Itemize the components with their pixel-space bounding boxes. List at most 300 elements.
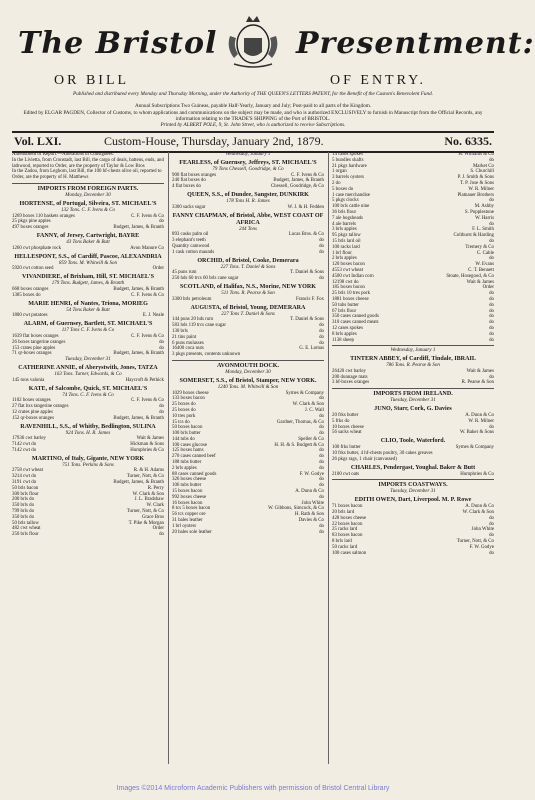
consignee: W. Gibbons, Simcock, & Co <box>268 506 324 512</box>
paragraph: In the Zadou, from Leghorn, last Bill, the 100 hf-chests olive oil, reported to Order, are the property of H. Matthews <box>12 169 162 181</box>
cargo-item: 5 bundles shafts <box>332 157 364 163</box>
subheading: 511 Tons. R. Pearse & Son <box>221 290 275 296</box>
cargo-item: 10 boxes cheese <box>332 424 364 430</box>
cargo-item: 350 cases canned goods <box>332 314 379 320</box>
cargo-item: 5 boxes do <box>332 186 354 192</box>
issue-number: No. 6335. <box>444 134 492 148</box>
consignee: do <box>489 325 494 331</box>
cargo-item: 144 puns 20 hds rum <box>172 317 214 323</box>
cargo-item: 1029 boxes cheese <box>172 390 209 396</box>
cargo-item: 3191 cwt do <box>12 480 37 486</box>
section-heading: SOMERSET, S.S., of Bristol, Stamper, NEW YORK. <box>179 377 317 384</box>
consignee: Avon Manure Co <box>130 245 164 251</box>
section-rule <box>332 345 494 346</box>
consignee: Lucas Bros. & Co <box>288 232 324 238</box>
consignee: do <box>319 477 324 483</box>
masthead <box>0 0 535 128</box>
consignee: do <box>489 256 494 262</box>
consignee: Order <box>482 285 494 291</box>
consignee: do <box>489 515 494 521</box>
section-heading: ALARM, of Guernsey, Bartlett, ST. MICHAEL'S <box>23 321 153 328</box>
cargo-item: 10 frks butter, 4 hf-chests poultry, 30 cakes greaves <box>332 451 433 457</box>
consignee: C. Cable <box>476 250 494 256</box>
cargo-item: 1269 boxes 110 baskets oranges <box>12 213 75 219</box>
cargo-item: 106 tubs butter <box>172 483 202 489</box>
consignee: Chessell, Goodridge, & Co <box>270 184 324 190</box>
section-heading: QUEEN, S.S., of Dundee, Sangster, DUNKIRK <box>187 191 309 198</box>
cargo-item: 50 tubs butter <box>332 302 359 308</box>
section-heading: MARIE HENRI, of Nantes, Triona, MORIEG <box>28 300 148 307</box>
subheading: 179 Tons. Budgett, James, & Branth <box>51 281 125 287</box>
cargo-item: 893 casks palm oil <box>172 232 209 238</box>
consignee: C. F. Ivens & Co <box>130 213 164 219</box>
consignee: Stoate, Hosegood, & Co <box>446 273 494 279</box>
consignee: T. Daniel & Sons <box>290 317 324 323</box>
consignee: Turner, Nott, & Co <box>456 539 494 545</box>
subheading: Wednesday, January 1 <box>225 152 271 157</box>
section-heading: IMPORTS FROM FOREIGN PARTS. <box>37 185 139 192</box>
cargo-item: 25 racks lard <box>332 527 358 533</box>
cargo-item: 100 cases salmon <box>332 550 367 556</box>
cargo-row <box>12 225 164 231</box>
cargo-item: 45 puns rum <box>172 270 197 276</box>
consignee: do <box>489 198 494 204</box>
consignee: F. W. Godye <box>469 544 494 550</box>
cargo-item: 200 dunnage mats <box>332 374 368 380</box>
cargo-item: 4 flat boxes do <box>172 184 201 190</box>
consignee: do <box>159 404 164 410</box>
consignee: C. F. Ivens & Co <box>130 292 164 298</box>
consignee: W. R. Milner <box>468 418 494 424</box>
printer-line: Printed by ALBERT POLE, 9, St. John Street, who is authorized to receive Subscriptions. <box>160 122 346 128</box>
cargo-item: 26 pkgs rags, 1 chair (canvassed) <box>332 456 397 462</box>
cargo-item: 7 ale hogsheads <box>332 215 363 221</box>
section-heading: KATE, of Salcombe, Quick, ST. MICHAEL'S <box>28 385 148 392</box>
cargo-item: 71 qr-boxes oranges <box>12 351 52 357</box>
section-rule <box>332 479 494 480</box>
section-heading: AVONMOUTH DOCK. <box>216 362 280 369</box>
cargo-item: 310 cases canned meats <box>332 320 379 326</box>
subheading: 74 Tons. C. F. Ivens & Co <box>62 392 114 398</box>
consignee: Budgett, James, & Branth <box>273 178 324 184</box>
cargo-item: 3 pkgs presents, contents unknown <box>172 352 241 358</box>
cargo-item: 668 boxes oranges <box>12 286 49 292</box>
volume-number: Vol. LXI. <box>14 134 62 148</box>
cargo-item: 67 brls flour <box>332 308 357 314</box>
cargo-item: 120 boxes bacon <box>332 262 365 268</box>
cargo-item: 350 brls do <box>12 503 35 509</box>
cargo-row <box>332 472 494 478</box>
cargo-row <box>12 378 164 384</box>
cargo-item: 133 boxes bacon <box>172 396 205 402</box>
consignee: Platnauer Brothers <box>457 192 494 198</box>
subheading: 859 Tons. M. Whitwill & Son <box>58 260 118 266</box>
section-heading: EDITH OWEN, Dart, Liverpool. M. P. Rowe <box>354 497 472 504</box>
cargo-row <box>12 293 164 299</box>
cargo-item: 12 crates pine apples <box>12 409 53 415</box>
cargo-item: 2758 cwt wheat <box>12 468 43 474</box>
cargo-item: 100 cases glucose <box>172 442 208 448</box>
consignee: R. Perry <box>147 485 164 491</box>
cargo-item: 10 tres pork <box>172 413 196 419</box>
cargo-item: 1800 cwt potatoes <box>12 313 48 319</box>
cargo-item: 1639 flat boxes oranges <box>12 333 59 339</box>
cargo-row <box>12 266 164 272</box>
consignee: do <box>489 337 494 343</box>
cargo-item: 1138 sheep <box>332 337 354 343</box>
cargo-item: 100 racks lard <box>332 244 360 250</box>
issue-bar <box>12 131 494 153</box>
cargo-item: 21 tins paint <box>172 334 197 340</box>
consignee: do <box>489 521 494 527</box>
cargo-row <box>172 205 324 211</box>
consignee: W. Clark & Son <box>132 491 164 497</box>
cargo-item: 250 brls flour <box>12 532 39 538</box>
consignee: H. Rath & Son <box>294 512 324 518</box>
consignee: do <box>489 320 494 326</box>
consignee: do <box>319 483 324 489</box>
subtitle-left: OR BILL <box>54 73 130 88</box>
cargo-item: 95 pkgs tallow <box>332 233 361 239</box>
cargo-item: 4553 cwt wheat <box>332 267 363 273</box>
consignee: do <box>319 243 324 249</box>
cargo-item: Quantity camwood <box>172 243 210 249</box>
consignee: C. F. Ivens & Co <box>130 398 164 404</box>
cargo-item: 7142 cwt do <box>12 447 37 453</box>
cargo-item: 900 flat boxes oranges <box>172 172 217 178</box>
consignee: Turner, Nott, & Co <box>126 474 164 480</box>
cargo-item: 1 case merchandise <box>332 192 371 198</box>
cargo-row <box>12 416 164 422</box>
cargo-item: 583 hds 119 trcs cane sugar <box>172 323 227 329</box>
cargo-item: 25 boxes do <box>172 407 196 413</box>
consignee: do <box>159 532 164 538</box>
cargo-item: 50 brls bacon <box>12 485 39 491</box>
cargo-item: 497 boxes oranges <box>12 225 49 231</box>
cargo-item: 1881 boxes cheese <box>332 296 369 302</box>
consignee: Budgett, James, & Branth <box>113 286 164 292</box>
consignee: John White <box>471 527 494 533</box>
cargo-item: 3 brls apples <box>332 227 357 233</box>
section-heading: SCOTLAND, of Halifax, N.S., Morine, NEW YORK <box>179 283 317 290</box>
cargo-item: 100 brls cattle nine <box>332 204 370 210</box>
cargo-item: 3 barrels oysters <box>332 175 365 181</box>
section-heading: VIVANDIERE, of Brixham, Hill, ST. MICHAEL'S <box>22 274 154 281</box>
consignee: Budgett, James, & Branth <box>113 351 164 357</box>
consignee: E. J. Neale <box>142 313 164 319</box>
consignee: do <box>319 249 324 255</box>
section-heading: FANNY CHAPMAN, of Bristol, Abbe, WEST COAST OF AFRICA <box>172 212 324 226</box>
consignee: do <box>319 340 324 346</box>
royal-crest-icon <box>222 8 284 70</box>
consignee: Market Co <box>472 163 494 169</box>
subheading: 1240 Tons. M. Whitwill & Son <box>217 384 279 390</box>
consignee: do <box>489 314 494 320</box>
cargo-item: 25 pkgs pine apples <box>12 219 51 225</box>
cargo-item: 799 brls do <box>12 509 35 515</box>
consignee: Wait & James <box>136 436 164 442</box>
consignee: C. T. Bennett <box>468 267 494 273</box>
issue-date: Custom-House, Thursday, January 2nd, 1879. <box>104 134 324 148</box>
cargo-item: 2 brls apples <box>172 465 197 471</box>
subheading: 227 Tons T. Daniel & Sons <box>221 311 275 317</box>
consignee: Davies & Co <box>298 518 324 524</box>
consignee: do <box>489 533 494 539</box>
consignee: Budgett, James, & Branth <box>113 415 164 421</box>
subheading: 751 Tons. Perkins & Sons <box>62 462 114 468</box>
section-heading: HELLESPONT, S.S., of Cardiff, Pascoe, ALEXANDRIA <box>14 253 162 260</box>
consignee: A. Dunn & Co <box>465 413 494 419</box>
cargo-item: 56 sacks wheat <box>332 430 362 436</box>
consignee: T. P. Jose & Sons <box>460 180 494 186</box>
consignee: do <box>319 523 324 529</box>
copyright-footer: Images ©2014 Microform Academic Publishers with permission of Bristol Central Library <box>116 785 390 792</box>
consignee: Order <box>152 266 164 272</box>
consignee: Speller & Co <box>298 436 324 442</box>
cargo-item: 3214 cwt do <box>12 474 37 480</box>
cargo-row <box>172 276 324 282</box>
cargo-item: 12 cases spokes <box>332 325 363 331</box>
cargo-item: 20 bales sole leather <box>172 529 212 535</box>
consignee: do <box>489 296 494 302</box>
consignee: F. L. Smith <box>472 227 494 233</box>
cargo-item: 26 boxes tangerine oranges <box>12 339 66 345</box>
consignee: Gardner, Thomas, & Co <box>276 419 324 425</box>
cargo-item: 12198 cwt do <box>332 279 359 285</box>
cargo-row <box>332 338 494 344</box>
section-heading: CATHERINE ANNIE, of Aberystwith, Jones, TATZA <box>18 364 158 371</box>
publish-line: Published and distributed every Monday and Thursday Morning, under the Authority of THE QUEEN'S LETTERS PATENT, for the Benefit of the Custom's Benevolent Fund. <box>73 91 433 97</box>
subheading: Monday, December 30 <box>65 192 111 198</box>
column-3 <box>332 152 494 764</box>
consignee: G. E. Lomas <box>299 346 324 352</box>
subheading: 244 Tons <box>238 226 258 232</box>
section-heading: IMPORTS COASTWAYS. <box>378 482 448 489</box>
consignee: do <box>319 431 324 437</box>
cargo-item: 31 bales leather <box>172 518 203 524</box>
cargo-item: 5 frks do <box>332 418 350 424</box>
section-heading: AUGUSTA, of Bristol, Young, DEMERARA <box>190 304 306 311</box>
subheading: Wednesday, January 1 <box>390 348 436 354</box>
consignee: Humphries & Co <box>460 471 494 477</box>
column-divider <box>168 152 169 764</box>
section-heading: CLIO, Toole, Waterford. <box>380 438 446 445</box>
consignee: W. Clark <box>146 503 164 509</box>
consignee: do <box>319 460 324 466</box>
consignee: A. Dunn & Co <box>295 489 324 495</box>
cargo-item: 8 brls lard <box>332 539 352 545</box>
cargo-item: 1 organ <box>332 169 347 175</box>
cargo-item: 145 tons valonia <box>12 377 45 383</box>
subheading: Monday, December 30 <box>225 369 271 375</box>
subscription-line: Annual Subscriptions Two Guineas, payable Half-Yearly, January and July; Post-paid to all parts of the Kingdom. <box>134 103 372 109</box>
cargo-item: 26420 cwt barley <box>332 368 366 374</box>
consignee: P. J. Smith & Sons <box>457 175 494 181</box>
consignee: Francis F. Fox <box>295 296 324 302</box>
consignee: W. Clark & Son <box>462 510 494 516</box>
consignee: do <box>319 425 324 431</box>
cargo-item: 71 boxes bacon <box>332 504 363 510</box>
cargo-item: 300 brls flour <box>12 491 39 497</box>
cargo-item: 1 brl flour <box>332 250 352 256</box>
title-left: The Bristol <box>18 26 218 61</box>
consignee: Symes & Company <box>455 445 494 451</box>
cargo-item: 15 boxes bacon <box>172 489 203 495</box>
consignee: W. Clark & Son <box>292 402 324 408</box>
cargo-item: 14 cases spokes <box>332 152 363 157</box>
cargo-item: 83 boxes bacon <box>332 533 363 539</box>
cargo-item: 16 boxes bacon <box>172 500 203 506</box>
cargo-item: 16400 coca nuts <box>172 346 204 352</box>
consignee: do <box>159 345 164 351</box>
section-heading: TINTERN ABBEY, of Cardiff, Tindale, IBRAIL <box>350 356 476 363</box>
consignee: W. Baker & Sons <box>459 430 494 436</box>
cargo-item: 36 brls flour <box>332 209 357 215</box>
consignee: do <box>159 339 164 345</box>
cargo-item: 326 boxes cheese <box>172 477 207 483</box>
section-heading: CHARLES, Pendergast, Youghal. Baker & Butt <box>350 464 476 471</box>
consignee: do <box>319 465 324 471</box>
cargo-item: 88 cases canned goods <box>172 471 217 477</box>
consignee: do <box>319 328 324 334</box>
cargo-item: 7142 cwt do <box>12 442 37 448</box>
subheading: Tuesday, December 31 <box>65 357 111 363</box>
consignee: Colthurst & Harding <box>453 233 494 239</box>
consignee: do <box>489 291 494 297</box>
consignee: do <box>319 276 324 282</box>
section-rule <box>12 183 164 184</box>
subheading: 786 Tons. R. Pearse & Son <box>386 363 440 369</box>
cargo-row <box>172 352 324 358</box>
consignee: W. J. & H. Fedden <box>287 204 324 210</box>
editor-line: Edited by ELGAR PAGDEN, Collector of Customs, to whom applications and communications on the subject may be made, and who is authorized EXCLUSIVELY to furnish in Manuscript from the Official Records, any information relating to the TRADE'S SHIPPING of the Port of BRISTOL. <box>23 110 483 122</box>
cargo-item: 17936 cwt barley <box>12 436 46 442</box>
consignee: Wait & James <box>466 279 494 285</box>
consignee: S. Popplestone <box>464 209 494 215</box>
subheading: 117 Tons C. F. Ivens & Co <box>61 328 115 334</box>
cargo-item: 350 brls do <box>12 514 35 520</box>
cargo-item: 2 brls apples <box>332 256 357 262</box>
cargo-item: 130 brls <box>172 328 188 334</box>
cargo-item: 1 cask cotton maunds <box>172 249 215 255</box>
cargo-item: 20 frks butter <box>332 413 359 419</box>
consignee: Budgett, James, & Branth <box>113 225 164 231</box>
cargo-row <box>172 530 324 536</box>
cargo-item: 3 hf-boxes oranges <box>332 380 370 386</box>
section-rule <box>172 360 324 361</box>
subheading: 227 Tons. T. Daniel & Sons <box>220 264 276 270</box>
cargo-row <box>332 430 494 436</box>
cargo-item: 8 brls apples <box>332 331 357 337</box>
cargo-item: 1 brl oysters <box>172 523 197 529</box>
column-divider <box>328 152 329 764</box>
consignee: R. Pearse & Son <box>461 380 494 386</box>
consignee: R. & H. Adams <box>133 468 164 474</box>
cargo-item: 5 pkgs clocks <box>332 198 359 204</box>
section-heading: RAVENHILL, S.S., of Whitby, Bedlington, SULINA <box>20 423 156 430</box>
cargo-item: 15 brls lard oil <box>332 238 361 244</box>
section-heading: JUNO, Starr, Cork, G. Davies <box>374 406 452 413</box>
cargo-item: 3300 brls petroleum <box>172 296 212 302</box>
consignee: do <box>489 157 494 163</box>
consignee: do <box>489 308 494 314</box>
consignee: do <box>159 409 164 415</box>
cargo-item: 4 ale barrels <box>332 221 356 227</box>
cargo-item: 482 cwt wheat <box>12 526 41 532</box>
consignee: do <box>319 323 324 329</box>
consignee: do <box>319 454 324 460</box>
consignee: Humphries & Co <box>130 447 164 453</box>
consignee: do <box>319 396 324 402</box>
cargo-item: 144 tubs do <box>172 436 195 442</box>
cargo-item: 50 boxes bacon <box>172 425 203 431</box>
cargo-row <box>172 297 324 303</box>
cargo-item: 4500 cwt Indian corn <box>332 273 374 279</box>
consignee: J. L. Bradshaw <box>134 497 164 503</box>
cargo-row <box>12 532 164 538</box>
section-heading: FANNY, of Jersey, Cartwright, BAYRE <box>36 232 140 239</box>
consignee: do <box>319 529 324 535</box>
subheading: 132 Tons. C. F. Ivens & Co <box>60 207 116 213</box>
consignee: W. Harris <box>475 215 494 221</box>
paragraph: In the Livietta, from Cronstadt, last Bill, the cargo of deals, battens, ends, and lathwood, reported to Order, are the property of Taylor & Low Bros <box>12 157 164 169</box>
consignee: Tremery & Co <box>465 244 494 250</box>
cargo-item: 2100 cwt oats <box>332 471 360 477</box>
cargo-item: 1385 boxes do <box>12 292 41 298</box>
cargo-row <box>332 457 494 463</box>
consignee: Symes & Company <box>285 390 324 396</box>
consignee: do <box>489 238 494 244</box>
subheading: 924 Tons. H. R. James <box>65 430 111 436</box>
consignee: M. Ashby <box>474 204 494 210</box>
cargo-item: 25 boxes do <box>172 402 196 408</box>
cargo-item: 100 frks butter <box>332 445 361 451</box>
cargo-item: 50 brls tallow <box>12 520 39 526</box>
column-2 <box>172 152 324 764</box>
consignee: do <box>489 550 494 556</box>
consignee: H. H. & S. Budgett & Co <box>274 442 324 448</box>
section-heading: MARTINO, of Italy, Gigante, NEW YORK <box>31 455 145 462</box>
subheading: Tuesday, December 31 <box>390 489 436 495</box>
consignee: do <box>489 302 494 308</box>
consignee: H. Williams & Co <box>458 152 494 157</box>
subheading: 79 Tons Chessell, Goodridge, & Co <box>212 166 284 172</box>
cargo-item: 3 elephant's teeth <box>172 238 206 244</box>
consignee: T. Pike & Morgan <box>128 520 164 526</box>
consignee: do <box>319 334 324 340</box>
cargo-row <box>172 250 324 256</box>
subheading: 178 Tons H. R. James <box>226 198 270 204</box>
consignee: A. Dunn & Co <box>465 504 494 510</box>
cargo-item: 428 boxes cheese <box>332 515 367 521</box>
cargo-row <box>332 380 494 386</box>
cargo-item: 15 tcs do <box>172 419 190 425</box>
cargo-item: 153 crates pine apples <box>12 345 56 351</box>
consignee: do <box>489 374 494 380</box>
cargo-item: 250 hds 60 trcs 60 brls cane sugar <box>172 276 239 282</box>
section-heading: ORCHID, of Bristol, Cooke, Demerara <box>197 257 299 264</box>
consignee: C. F. Ivens & Co <box>130 333 164 339</box>
consignee: F. W. Godye <box>299 471 324 477</box>
section-heading: HORTENSE, of Portugal, Silveira, ST. MICHAEL'S <box>19 200 157 207</box>
cargo-item: 6 puns molasses <box>172 340 204 346</box>
section-heading: IMPORTS FROM IRELAND. <box>373 391 453 398</box>
cargo-item: 992 boxes cheese <box>172 494 207 500</box>
subtitle-right: OF ENTRY. <box>330 73 426 88</box>
consignee: do <box>489 424 494 430</box>
cargo-item: 27 flat bxs tangerine oranges <box>12 404 69 410</box>
cargo-row <box>12 313 164 319</box>
